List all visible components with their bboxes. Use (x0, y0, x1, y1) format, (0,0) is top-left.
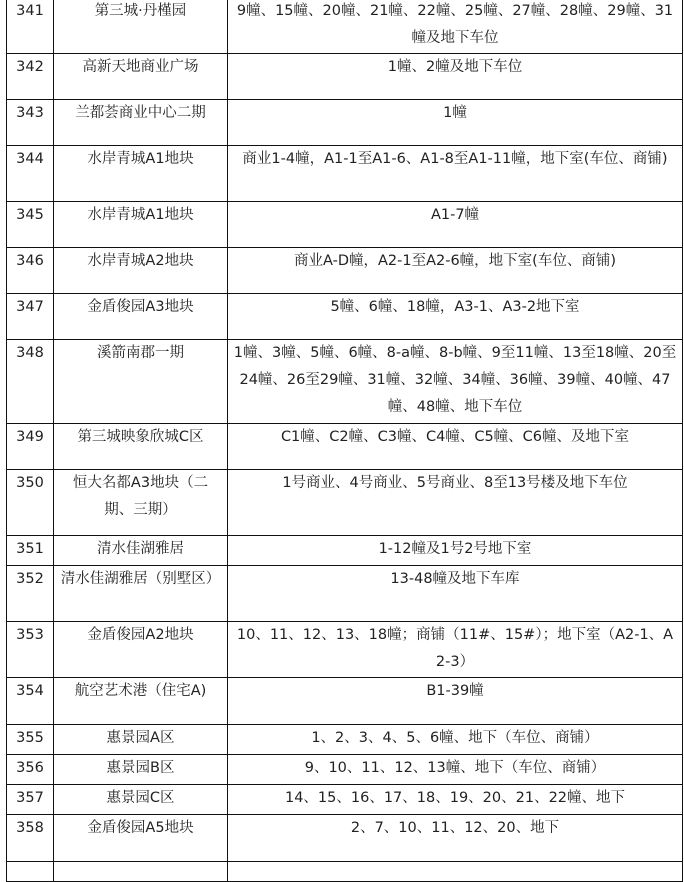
table-row (7, 755, 683, 785)
row-number: 348 (7, 340, 54, 424)
table-row (7, 862, 683, 882)
project-scope: B1-39幢 (228, 678, 683, 725)
project-name: 水岸青城A1地块 (54, 146, 228, 202)
table-row (7, 424, 683, 470)
project-scope: 14、15、16、17、18、19、20、21、22幢、地下 (228, 785, 683, 815)
table-row (7, 202, 683, 248)
row-number: 346 (7, 248, 54, 294)
project-name: 惠景园C区 (54, 785, 228, 815)
project-name: 惠景园A区 (54, 725, 228, 755)
table-row (7, 566, 683, 622)
row-number: 354 (7, 678, 54, 725)
row-number: 343 (7, 100, 54, 146)
row-number: 351 (7, 536, 54, 566)
project-name: 清水佳湖雅居 (54, 536, 228, 566)
project-name: 水岸青城A1地块 (54, 202, 228, 248)
project-scope: A1-7幢 (228, 202, 683, 248)
project-scope (228, 862, 683, 882)
table-row (7, 54, 683, 100)
row-number: 345 (7, 202, 54, 248)
project-scope: 商业1-4幢，A1-1至A1-6、A1-8至A1-11幢，地下室(车位、商铺) (228, 146, 683, 202)
row-number: 356 (7, 755, 54, 785)
project-table (6, 0, 683, 882)
project-name: 高新天地商业广场 (54, 54, 228, 100)
row-number: 349 (7, 424, 54, 470)
project-scope: 1幢、3幢、5幢、6幢、8-a幢、8-b幢、9至11幢、13至18幢、20至24幢、26至29幢、31幢、32幢、34幢、36幢、39幢、40幢、47幢、48幢、地下车位 (228, 340, 683, 424)
row-number: 350 (7, 470, 54, 536)
project-scope: 1号商业、4号商业、5号商业、8至13号楼及地下车位 (228, 470, 683, 536)
project-scope: C1幢、C2幢、C3幢、C4幢、C5幢、C6幢、及地下室 (228, 424, 683, 470)
table-row (7, 785, 683, 815)
project-scope: 10、11、12、13、18幢；商铺（11#、15#）；地下室（A2-1、A2-3） (228, 622, 683, 678)
project-name: 第三城映象欣城C区 (54, 424, 228, 470)
table-row (7, 725, 683, 755)
project-scope: 商业A-D幢，A2-1至A2-6幢，地下室(车位、商铺) (228, 248, 683, 294)
table-row (7, 0, 683, 54)
table-row (7, 678, 683, 725)
project-name: 清水佳湖雅居（别墅区） (54, 566, 228, 622)
project-name: 金盾俊园A3地块 (54, 294, 228, 340)
project-scope: 1、2、3、4、5、6幢、地下（车位、商铺） (228, 725, 683, 755)
row-number: 358 (7, 815, 54, 862)
project-scope: 1幢、2幢及地下车位 (228, 54, 683, 100)
row-number: 341 (7, 0, 54, 54)
project-name: 恒大名都A3地块（二期、三期） (54, 470, 228, 536)
row-number: 347 (7, 294, 54, 340)
table-row (7, 340, 683, 424)
project-name: 惠景园B区 (54, 755, 228, 785)
project-name (54, 862, 228, 882)
project-scope: 1幢 (228, 100, 683, 146)
table-row (7, 248, 683, 294)
row-number: 353 (7, 622, 54, 678)
project-scope: 9、10、11、12、13幢、地下（车位、商铺） (228, 755, 683, 785)
project-scope: 2、7、10、11、12、20、地下 (228, 815, 683, 862)
row-number: 355 (7, 725, 54, 755)
project-name: 航空艺术港（住宅A) (54, 678, 228, 725)
project-name: 第三城·丹槿园 (54, 0, 228, 54)
project-scope: 1-12幢及1号2号地下室 (228, 536, 683, 566)
row-number (7, 862, 54, 882)
project-scope: 13-48幢及地下车库 (228, 566, 683, 622)
project-scope: 9幢、15幢、20幢、21幢、22幢、25幢、27幢、28幢、29幢、31幢及地下车位 (228, 0, 683, 54)
table-row (7, 146, 683, 202)
table-row (7, 294, 683, 340)
row-number: 344 (7, 146, 54, 202)
table-row (7, 536, 683, 566)
row-number: 352 (7, 566, 54, 622)
project-name: 金盾俊园A5地块 (54, 815, 228, 862)
table-row (7, 622, 683, 678)
row-number: 357 (7, 785, 54, 815)
table-row (7, 100, 683, 146)
row-number: 342 (7, 54, 54, 100)
project-name: 金盾俊园A2地块 (54, 622, 228, 678)
project-name: 兰都荟商业中心二期 (54, 100, 228, 146)
table-row (7, 815, 683, 862)
project-name: 水岸青城A2地块 (54, 248, 228, 294)
project-scope: 5幢、6幢、18幢，A3-1、A3-2地下室 (228, 294, 683, 340)
project-name: 溪箭南郡一期 (54, 340, 228, 424)
table-row (7, 470, 683, 536)
